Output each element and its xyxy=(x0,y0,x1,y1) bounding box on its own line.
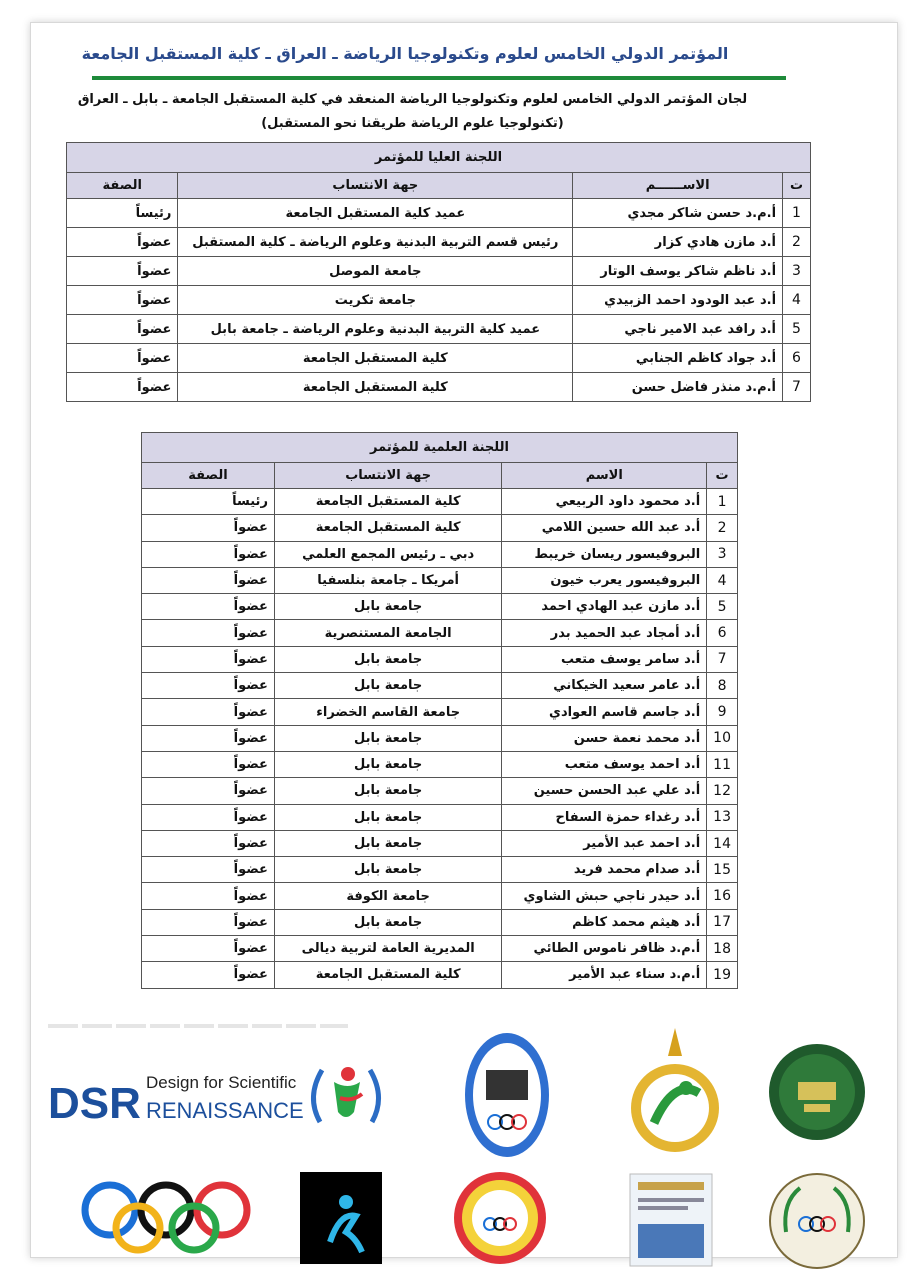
row-number: 10 xyxy=(707,725,738,751)
physical-education-faculty-logo xyxy=(462,1030,552,1160)
column-header-number: ت xyxy=(783,173,811,199)
table-row xyxy=(142,594,738,620)
row-number: 6 xyxy=(783,344,811,373)
conference-slogan: (تكنولوجيا علوم الرياضة طريقنا نحو المستقبل) xyxy=(261,116,564,131)
member-affiliation: جامعة بابل xyxy=(274,751,501,777)
member-affiliation: رئيس قسم التربية البدنية وعلوم الرياضة ـ كلية المستقبل xyxy=(178,228,573,257)
member-affiliation: جامعة بابل xyxy=(274,594,501,620)
table-row xyxy=(67,315,811,344)
dsr-name: RENAISSANCE xyxy=(146,1098,304,1123)
university-seal-logo xyxy=(768,1042,866,1142)
member-affiliation: كلية المستقبل الجامعة xyxy=(178,373,573,402)
member-role: عضواً xyxy=(67,228,178,257)
row-number: 17 xyxy=(707,909,738,935)
table-row xyxy=(142,515,738,541)
member-role: عضواً xyxy=(142,778,275,804)
table-row xyxy=(142,936,738,962)
divider-dots xyxy=(48,1024,348,1028)
member-affiliation: دبي ـ رئيس المجمع العلمي xyxy=(274,541,501,567)
column-header-role: الصفة xyxy=(67,173,178,199)
member-name: أ.د مازن هادي كزار xyxy=(573,228,783,257)
scientific-committee-title: اللجنة العلمية للمؤتمر xyxy=(142,433,738,463)
table-row xyxy=(142,778,738,804)
member-name: أ.م.د سناء عبد الأمير xyxy=(502,962,707,988)
member-affiliation: جامعة بابل xyxy=(274,778,501,804)
row-number: 4 xyxy=(707,567,738,593)
member-role: عضواً xyxy=(142,699,275,725)
member-affiliation: جامعة بابل xyxy=(274,909,501,935)
member-role: عضواً xyxy=(67,344,178,373)
table-row xyxy=(142,804,738,830)
row-number: 2 xyxy=(783,228,811,257)
row-number: 11 xyxy=(707,751,738,777)
row-number: 4 xyxy=(783,286,811,315)
member-name: أ.م.د حسن شاكر مجدي xyxy=(573,199,783,228)
member-role: عضواً xyxy=(142,830,275,856)
member-role: عضواً xyxy=(142,541,275,567)
member-name: أ.د مازن عبد الهادي احمد xyxy=(502,594,707,620)
member-affiliation: عميد كلية المستقبل الجامعة xyxy=(178,199,573,228)
table-row xyxy=(142,883,738,909)
title-divider xyxy=(92,76,786,80)
column-header-name: الاسم xyxy=(502,463,707,489)
member-name: أ.د محمود داود الربيعي xyxy=(502,489,707,515)
table-row xyxy=(142,962,738,988)
table-row xyxy=(142,725,738,751)
olympic-rings-logo xyxy=(80,1180,252,1252)
member-affiliation: كلية المستقبل الجامعة xyxy=(274,489,501,515)
sports-journal-dark-logo xyxy=(300,1172,382,1264)
member-name: أ.د علي عبد الحسن حسين xyxy=(502,778,707,804)
member-affiliation: كلية المستقبل الجامعة xyxy=(178,344,573,373)
table-row xyxy=(67,257,811,286)
olympic-academy-laurel-logo xyxy=(300,1052,392,1142)
member-affiliation: جامعة بابل xyxy=(274,725,501,751)
member-role: عضواً xyxy=(142,857,275,883)
member-role: عضواً xyxy=(142,883,275,909)
table-row xyxy=(142,567,738,593)
member-name: أ.د أمجاد عبد الحميد بدر xyxy=(502,620,707,646)
member-name: أ.د ناظم شاكر يوسف الوتار xyxy=(573,257,783,286)
member-affiliation: جامعة بابل xyxy=(274,646,501,672)
member-role: عضواً xyxy=(142,646,275,672)
member-role: عضواً xyxy=(67,315,178,344)
member-name: أ.د محمد نعمة حسن xyxy=(502,725,707,751)
row-number: 19 xyxy=(707,962,738,988)
table-row xyxy=(67,373,811,402)
member-role: عضواً xyxy=(142,620,275,646)
member-role: رئيساً xyxy=(67,199,178,228)
table-row xyxy=(142,830,738,856)
member-role: عضواً xyxy=(142,804,275,830)
table-row xyxy=(142,646,738,672)
row-number: 2 xyxy=(707,515,738,541)
journal-seal-logo xyxy=(768,1172,866,1270)
member-role: عضواً xyxy=(142,725,275,751)
member-affiliation: أمريكا ـ جامعة بنلسفيا xyxy=(274,567,501,593)
member-name: أ.م.د منذر فاضل حسن xyxy=(573,373,783,402)
scientific-committee-table xyxy=(141,432,738,989)
member-role: عضواً xyxy=(142,567,275,593)
member-role: عضواً xyxy=(67,286,178,315)
table-row xyxy=(142,699,738,725)
member-name: أ.د عبد الودود احمد الزبيدي xyxy=(573,286,783,315)
row-number: 7 xyxy=(783,373,811,402)
member-affiliation: كلية المستقبل الجامعة xyxy=(274,962,501,988)
member-name: البروفيسور ريسان خريبط xyxy=(502,541,707,567)
member-name: أ.د رغداء حمزة السفاح xyxy=(502,804,707,830)
column-header-affiliation: جهة الانتساب xyxy=(274,463,501,489)
member-role: عضواً xyxy=(142,594,275,620)
row-number: 3 xyxy=(783,257,811,286)
member-name: أ.د جواد كاظم الجنابي xyxy=(573,344,783,373)
row-number: 13 xyxy=(707,804,738,830)
row-number: 5 xyxy=(707,594,738,620)
member-role: عضواً xyxy=(142,515,275,541)
member-name: البروفيسور يعرب خيون xyxy=(502,567,707,593)
committees-heading: لجان المؤتمر الدولي الخامس لعلوم وتكنولوجيا الرياضة المنعقد في كلية المستقبل الجامعة ـ بابل ـ العراق xyxy=(77,92,748,107)
row-number: 6 xyxy=(707,620,738,646)
table-row xyxy=(67,286,811,315)
row-number: 14 xyxy=(707,830,738,856)
row-number: 15 xyxy=(707,857,738,883)
sports-science-association-logo xyxy=(452,1168,548,1268)
column-header-name: الاســــــم xyxy=(573,173,783,199)
table-row xyxy=(142,620,738,646)
column-header-role: الصفة xyxy=(142,463,275,489)
member-affiliation: الجامعة المستنصرية xyxy=(274,620,501,646)
member-name: أ.د عامر سعيد الخيكاني xyxy=(502,673,707,699)
conference-title: المؤتمر الدولي الخامس لعلوم وتكنولوجيا الرياضة ـ العراق ـ كلية المستقبل الجامعة xyxy=(81,44,729,63)
member-name: أ.د جاسم قاسم العوادي xyxy=(502,699,707,725)
member-name: أ.د سامر يوسف متعب xyxy=(502,646,707,672)
row-number: 7 xyxy=(707,646,738,672)
higher-committee-table xyxy=(66,142,811,402)
member-affiliation: جامعة الموصل xyxy=(178,257,573,286)
column-header-number: ت xyxy=(707,463,738,489)
member-name: أ.د احمد يوسف متعب xyxy=(502,751,707,777)
table-row xyxy=(142,751,738,777)
member-name: أ.د رافد عبد الامير ناجي xyxy=(573,315,783,344)
conference-poster-thumbnail xyxy=(630,1174,712,1266)
table-row xyxy=(142,541,738,567)
member-name: أ.د هيثم محمد كاظم xyxy=(502,909,707,935)
table-row xyxy=(142,489,738,515)
table-row xyxy=(67,344,811,373)
member-role: عضواً xyxy=(142,909,275,935)
table-row xyxy=(142,909,738,935)
member-affiliation: جامعة بابل xyxy=(274,857,501,883)
member-role: عضواً xyxy=(142,936,275,962)
row-number: 3 xyxy=(707,541,738,567)
dsr-tagline: Design for Scientific xyxy=(146,1073,297,1092)
member-affiliation: جامعة بابل xyxy=(274,830,501,856)
member-role: عضواً xyxy=(142,751,275,777)
member-affiliation: عميد كلية التربية البدنية وعلوم الرياضة ـ جامعة بابل xyxy=(178,315,573,344)
member-name: أ.د حيدر ناجي حبش الشاوي xyxy=(502,883,707,909)
member-role: عضواً xyxy=(142,962,275,988)
member-affiliation: المديرية العامة لتربية ديالى xyxy=(274,936,501,962)
row-number: 8 xyxy=(707,673,738,699)
member-name: أ.م.د ظافر ناموس الطائي xyxy=(502,936,707,962)
row-number: 5 xyxy=(783,315,811,344)
row-number: 1 xyxy=(783,199,811,228)
row-number: 12 xyxy=(707,778,738,804)
row-number: 18 xyxy=(707,936,738,962)
member-name: أ.د احمد عبد الأمير xyxy=(502,830,707,856)
member-affiliation: جامعة الكوفة xyxy=(274,883,501,909)
dsr-logo xyxy=(48,1062,304,1130)
member-role: رئيساً xyxy=(142,489,275,515)
member-affiliation: كلية المستقبل الجامعة xyxy=(274,515,501,541)
table-row xyxy=(67,228,811,257)
member-affiliation: جامعة تكريت xyxy=(178,286,573,315)
row-number: 9 xyxy=(707,699,738,725)
member-role: عضواً xyxy=(67,257,178,286)
member-name: أ.د صدام محمد فريد xyxy=(502,857,707,883)
member-role: عضواً xyxy=(142,673,275,699)
member-affiliation: جامعة بابل xyxy=(274,804,501,830)
column-header-affiliation: جهة الانتساب xyxy=(178,173,573,199)
higher-committee-title: اللجنة العليا للمؤتمر xyxy=(67,143,811,173)
table-row xyxy=(142,673,738,699)
conference-emblem-logo xyxy=(624,1028,726,1164)
member-role: عضواً xyxy=(67,373,178,402)
member-name: أ.د عبد الله حسين اللامي xyxy=(502,515,707,541)
table-row xyxy=(142,857,738,883)
row-number: 1 xyxy=(707,489,738,515)
table-row xyxy=(67,199,811,228)
member-affiliation: جامعة القاسم الخضراء xyxy=(274,699,501,725)
member-affiliation: جامعة بابل xyxy=(274,673,501,699)
dsr-letters: DSR xyxy=(48,1079,141,1128)
row-number: 16 xyxy=(707,883,738,909)
